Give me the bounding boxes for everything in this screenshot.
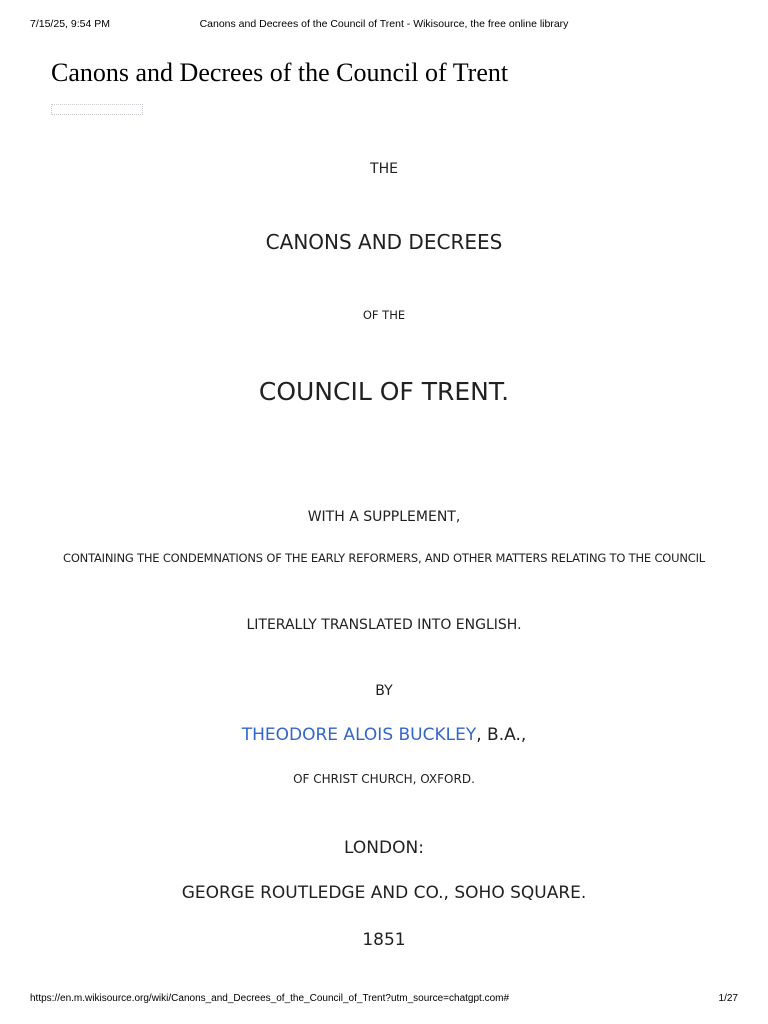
print-tab-title: Canons and Decrees of the Council of Trent - Wikisource, the free online library xyxy=(199,18,569,30)
author-suffix: , B.A., xyxy=(476,725,527,745)
title-page-supplement: WITH A SUPPLEMENT, xyxy=(307,509,461,525)
title-page-translated: LITERALLY TRANSLATED INTO ENGLISH. xyxy=(246,617,522,633)
title-page-college: OF CHRIST CHURCH, OXFORD. xyxy=(293,772,475,786)
title-page-author xyxy=(0,725,768,745)
title-page-city: LONDON: xyxy=(344,838,424,858)
title-page-publisher: GEORGE ROUTLEDGE AND CO., SOHO SQUARE. xyxy=(181,883,587,903)
title-page-the: THE xyxy=(370,161,398,177)
title-page-containing: CONTAINING THE CONDEMNATIONS OF THE EARLY REFORMERS, AND OTHER MATTERS RELATING TO THE COUNCIL xyxy=(63,551,705,565)
print-page-indicator: 1/27 xyxy=(718,993,738,1004)
title-page-canons-and-decrees: CANONS AND DECREES xyxy=(265,230,503,254)
title-placeholder-box xyxy=(51,104,143,115)
title-page-year: 1851 xyxy=(362,930,406,950)
print-datetime: 7/15/25, 9:54 PM xyxy=(30,18,110,30)
title-page-by: BY xyxy=(375,683,393,699)
print-url: https://en.m.wikisource.org/wiki/Canons_and_Decrees_of_the_Council_of_Trent?utm_source=chatgpt.com# xyxy=(30,993,510,1004)
page-title: Canons and Decrees of the Council of Trent xyxy=(51,58,509,87)
print-header xyxy=(0,18,768,34)
print-footer xyxy=(0,993,768,1007)
author-link[interactable]: THEODORE ALOIS BUCKLEY xyxy=(241,725,477,745)
title-page-council: COUNCIL OF TRENT. xyxy=(258,377,510,406)
title-page-of-the: OF THE xyxy=(362,308,406,322)
